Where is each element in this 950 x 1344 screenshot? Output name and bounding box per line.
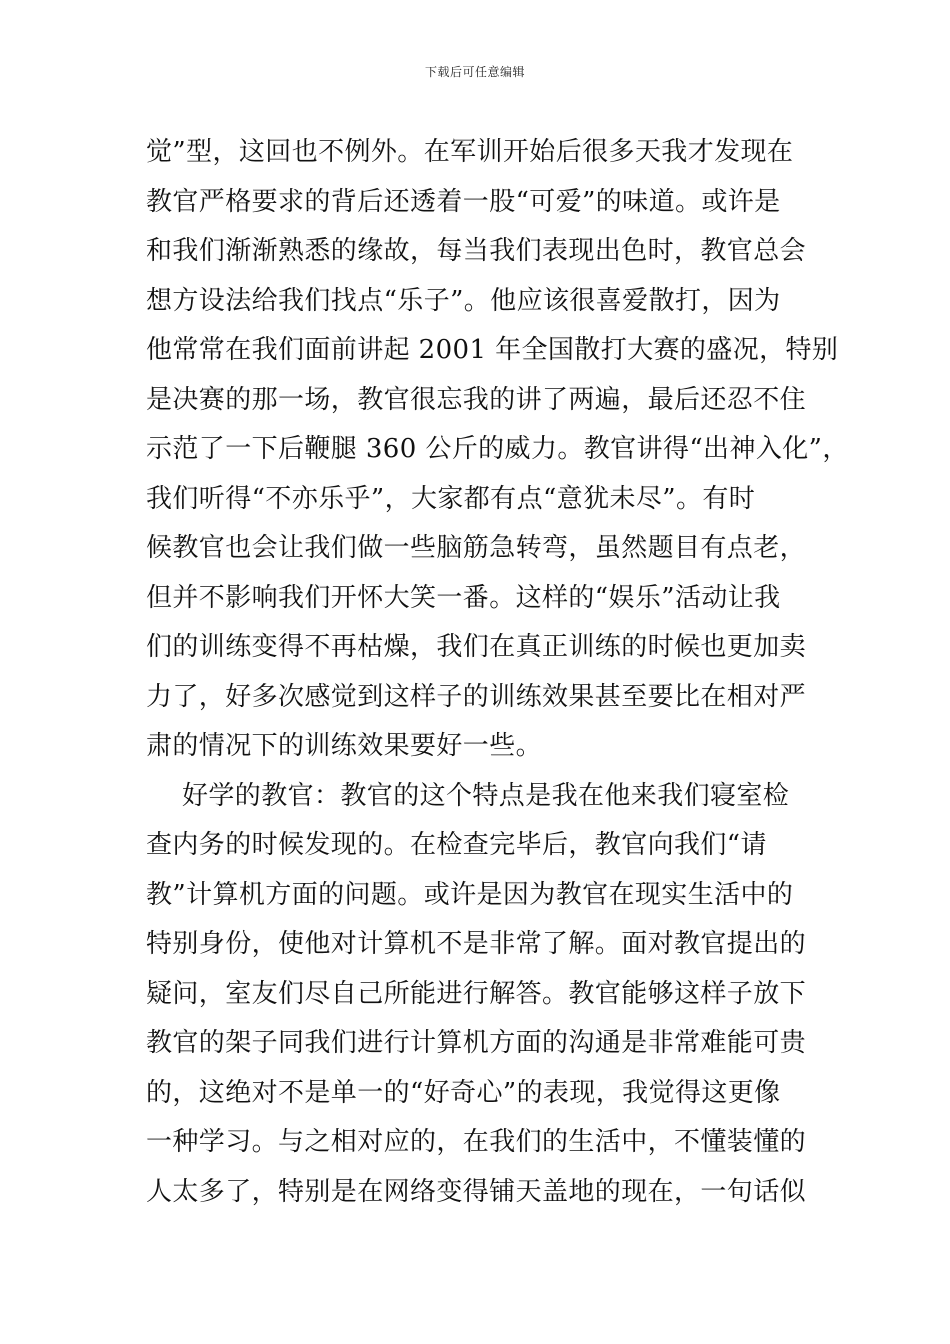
text-line: 候教官也会让我们做一些脑筋急转弯，虽然题目有点老， bbox=[146, 533, 807, 563]
text-line: 教官的架子同我们进行计算机方面的沟通是非常难能可贵 bbox=[146, 1028, 807, 1058]
text-line: 觉”型，这回也不例外。在军训开始后很多天我才发现在 bbox=[146, 137, 794, 167]
text-line: 特别身份，使他对计算机不是非常了解。面对教官提出的 bbox=[146, 929, 807, 959]
text-line: 疑问，室友们尽自己所能进行解答。教官能够这样子放下 bbox=[146, 978, 807, 1009]
text-line: 力了，好多次感觉到这样子的训练效果甚至要比在相对严 bbox=[146, 681, 807, 712]
paragraph-start-line: 好学的教官：教官的这个特点是我在他来我们寝室检 bbox=[182, 780, 790, 811]
text-line: 和我们渐渐熟悉的缘故，每当我们表现出色时，教官总会 bbox=[146, 236, 807, 266]
text-line: 想方设法给我们找点“乐子”。他应该很喜爱散打，因为 bbox=[146, 285, 781, 316]
text-line: 示范了一下后鞭腿 360 公斤的威力。教官讲得“出神入化”， bbox=[146, 434, 849, 464]
text-line: 人太多了，特别是在网络变得铺天盖地的现在，一句话似 bbox=[146, 1176, 807, 1207]
text-line: 教”计算机方面的问题。或许是因为教官在现实生活中的 bbox=[146, 879, 794, 910]
text-line: 的，这绝对不是单一的“好奇心”的表现，我觉得这更像 bbox=[146, 1077, 781, 1108]
text-line: 一种学习。与之相对应的，在我们的生活中，不懂装懂的 bbox=[146, 1127, 807, 1157]
text-line: 我们听得“不亦乐乎”，大家都有点“意犹未尽”。有时 bbox=[146, 483, 756, 514]
text-line: 教官严格要求的背后还透着一股“可爱”的味道。或许是 bbox=[146, 186, 781, 217]
text-line: 肃的情况下的训练效果要好一些。 bbox=[146, 731, 543, 761]
text-line: 他常常在我们面前讲起 2001 年全国散打大赛的盛况，特别 bbox=[146, 335, 839, 365]
text-line: 查内务的时候发现的。在检查完毕后，教官向我们“请 bbox=[146, 830, 767, 860]
text-line: 是决赛的那一场，教官很忘我的讲了两遍，最后还忍不住 bbox=[146, 384, 807, 415]
text-line: 但并不影响我们开怀大笑一番。这样的“娱乐”活动让我 bbox=[146, 582, 781, 613]
text-line: 们的训练变得不再枯燥，我们在真正训练的时候也更加卖 bbox=[146, 632, 807, 662]
document-body bbox=[146, 128, 849, 1217]
page-header: 下载后可任意编辑 bbox=[424, 65, 525, 79]
